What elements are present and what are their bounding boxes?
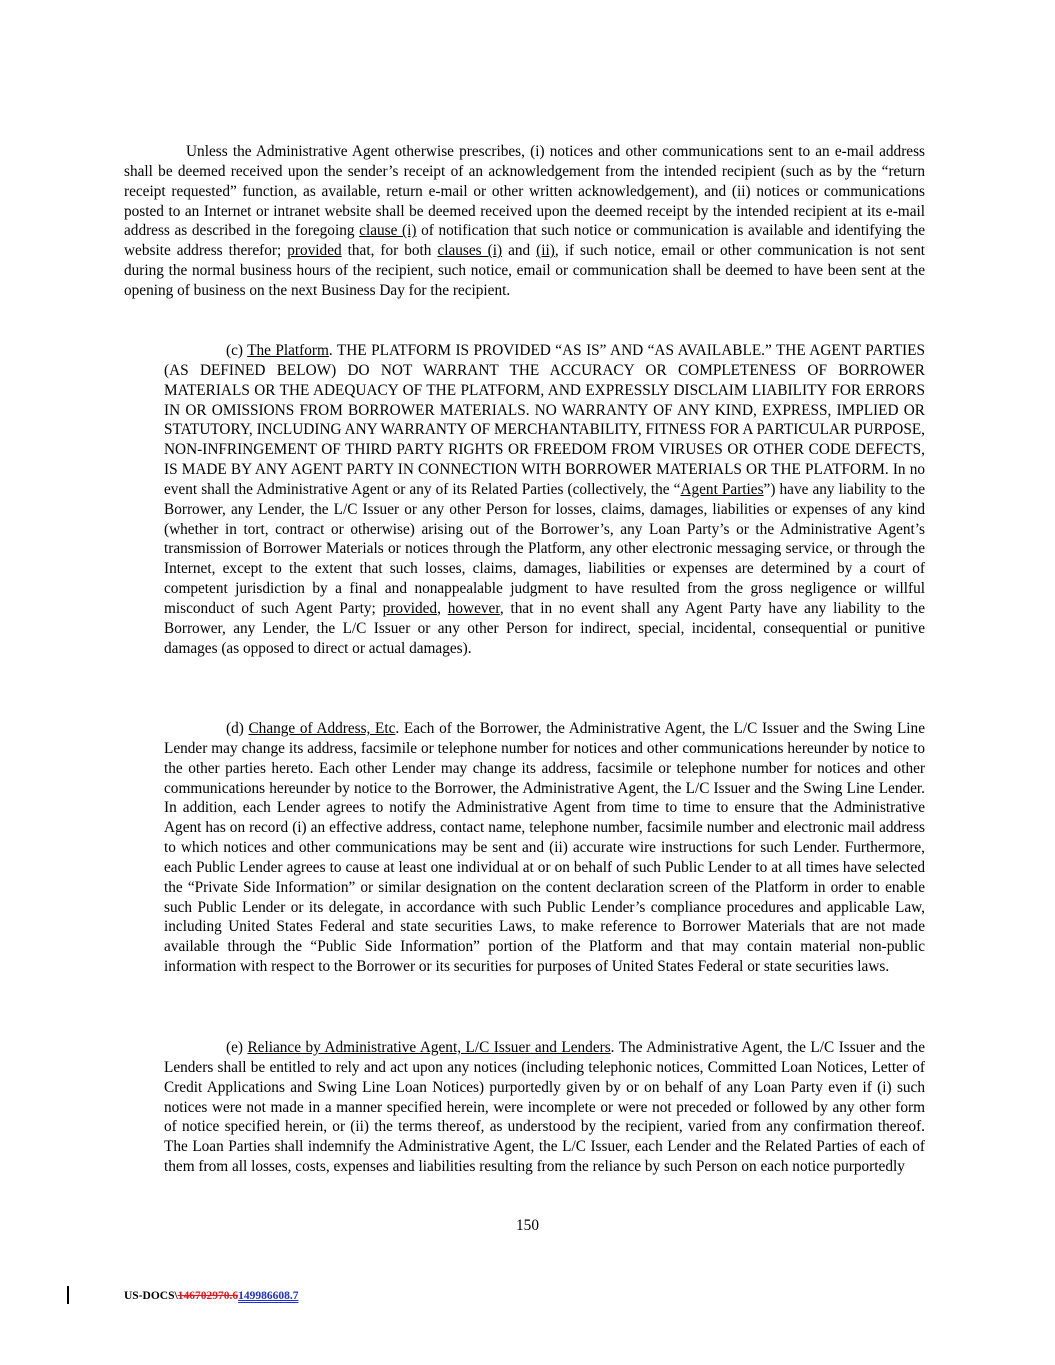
- underlined-term: provided: [382, 599, 438, 617]
- underlined-term: provided: [287, 242, 342, 260]
- deleted-doc-number: 146702970.6: [177, 1290, 239, 1302]
- section-heading: The Platform: [247, 342, 329, 359]
- underlined-term: Agent Parties: [680, 480, 764, 498]
- section-number: (c): [226, 342, 248, 359]
- text-run: , that in no event shall any Agent Party have any liability to the Borrower, any Lender, the L/C Issuer or any other Person for indirect, special, incidental, consequential or punitive damages (as opposed to direct or actual damages).: [164, 599, 925, 657]
- section-number: (d): [226, 720, 249, 737]
- text-run: that, for both: [341, 242, 438, 260]
- text-run: . The Administrative Agent, the L/C Issuer and the Lenders shall be entitled to rely and act upon any notices (including telephonic notices, Committed Loan Notices, Letter of Credit Applications and Swing Line Loan Notices) purportedly given by or on behalf of any Loan Party even if (i) such notices were not made in a manner specified herein, were incomplete or were not preceded or followed by any other form of notice specified herein, or (ii) the terms thereof, as understood by the recipient, varied from any confirmation thereof. The Loan Parties shall indemnify the Administrative Agent, the L/C Issuer, each Lender and the Related Parties of each of them from all losses, costs, expenses and liabilities resulting from the reliance by such Person on each notice purportedly: [164, 1039, 925, 1176]
- text-run: . THE PLATFORM IS PROVIDED “AS IS” AND “AS AVAILABLE.” THE AGENT PARTIES (AS DEFINED BELOW) DO NOT WARRANT THE ACCURACY OR COMPLETENESS OF BORROWER MATERIALS OR THE ADEQUACY OF THE PLATFORM, AND EXPRESSLY DISCLAIM LIABILITY FOR ERRORS IN OR OMISSIONS FROM BORROWER MATERIALS. NO WARRANTY OF ANY KIND, EXPRESS, IMPLIED OR STATUTORY, INCLUDING ANY WARRANTY OF MERCHANTABILITY, FITNESS FOR A PARTICULAR PURPOSE, NON-INFRINGEMENT OF THIRD PARTY RIGHTS OR FREEDOM FROM VIRUSES OR OTHER CODE DEFECTS, IS MADE BY ANY AGENT PARTY IN CONNECTION WITH BORROWER MATERIALS OR THE PLATFORM. In no event shall the Administrative Agent or any of its Related Parties (collectively, the “: [164, 342, 926, 498]
- footer-prefix: US-DOCS\: [124, 1290, 178, 1302]
- text-run: ,: [437, 599, 448, 617]
- section-heading: Change of Address, Etc: [248, 720, 396, 737]
- text-run: and: [502, 242, 537, 260]
- text-run: . Each of the Borrower, the Administrative Agent, the L/C Issuer and the Swing Line Lender may change its address, facsimile or telephone number for notices and other communications hereunder by notice to the other parties hereto. Each other Lender may change its address, facsimile or telephone number for notices and other communications hereunder by notice to the Borrower, the Administrative Agent, the L/C Issuer and the Swing Line Lender. In addition, each Lender agrees to notify the Administrative Agent from time to time to ensure that the Administrative Agent has on record (i) an effective address, contact name, telephone number, facsimile number and electronic mail address to which notices and other communications may be sent and (ii) accurate wire instructions for such Lender. Furthermore, each Public Lender agrees to cause at least one individual at or on behalf of such Public Lender to at all times have selected the “Private Side Information” or similar designation on the content declaration screen of the Platform in order to enable such Public Lender or its delegate, in accordance with such Public Lender’s compliance procedures and applicable Law, including United States Federal and state securities Laws, to make reference to Borrower Materials that are not made available through the “Public Side Information” portion of the Platform and that may contain material non-public information with respect to the Borrower or its securities for purposes of United States Federal or state securities laws.: [164, 720, 925, 976]
- revision-change-bar: [67, 1286, 69, 1304]
- section-number: (e): [226, 1039, 248, 1056]
- page-number: 150: [516, 1217, 539, 1234]
- underlined-term: however: [447, 599, 500, 617]
- underlined-term: clauses (i): [437, 242, 503, 260]
- text-run: ”) have any liability to the Borrower, any Lender, the L/C Issuer or any other Person for losses, claims, damages, liabilities or expenses of any kind (whether in tort, contract or otherwise) arising out of the Borrower’s, any Loan Party’s or the Administrative Agent’s transmission of Borrower Materials or notices through the Platform, any other electronic messaging service, or through the Internet, except to the extent that such losses, claims, damages, liabilities or expenses are determined by a court of competent jurisdiction by a final and nonappealable judgment to have resulted from the gross negligence or willful misconduct of such Agent Party;: [164, 480, 926, 617]
- inserted-doc-number: 149986608.7: [238, 1290, 299, 1302]
- section-e-paragraph: [164, 1038, 925, 1177]
- underlined-term: clause (i): [359, 222, 417, 240]
- section-d-paragraph: [164, 719, 925, 977]
- intro-paragraph: [124, 142, 925, 301]
- section-c-paragraph: [164, 341, 925, 659]
- text-run: Unless the Administrative Agent otherwise prescribes, (i) notices and other communications sent to an e-mail address shall be deemed received upon the sender’s receipt of an acknowledgement from the intended recipient (such as by the “return receipt requested” function, as available, return e-mail or other written acknowledgement), and (ii) notices or communications posted to an Internet or intranet website shall be deemed received upon the deemed receipt by the intended recipient at its e-mail address as described in the foregoing: [124, 143, 925, 240]
- underlined-term: (ii): [536, 242, 555, 260]
- section-heading: Reliance by Administrative Agent, L/C Issuer and Lenders: [247, 1039, 611, 1056]
- text-run: of notification that such notice or communication is available and identifying the website address therefor;: [124, 222, 926, 260]
- document-id-footer: [124, 1290, 298, 1302]
- text-run: , if such notice, email or other communication is not sent during the normal business hours of the recipient, such notice, email or communication shall be deemed to have been sent at the opening of business on the next Business Day for the recipient.: [124, 242, 925, 299]
